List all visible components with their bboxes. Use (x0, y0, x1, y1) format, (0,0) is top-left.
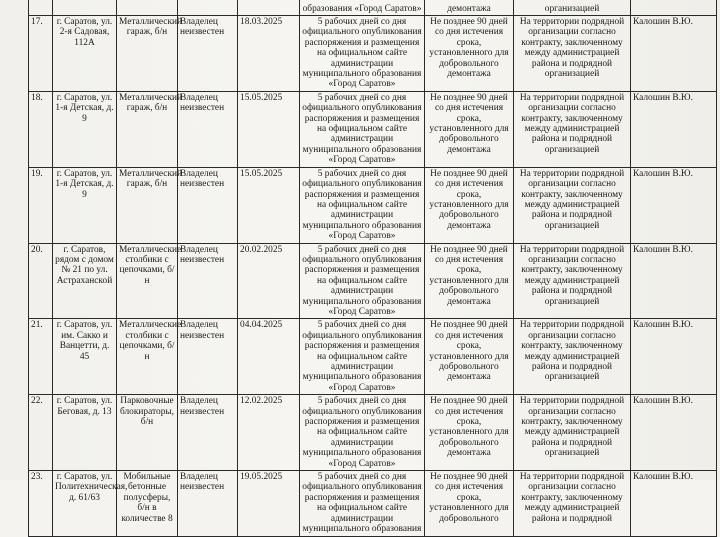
row-number-cell: 18. (29, 91, 53, 167)
deadline-cell: демонтажа (425, 0, 514, 16)
table-row (29, 395, 717, 471)
responsible-person-cell: Калошин В.Ю. (631, 91, 717, 167)
object-cell: Металлический гараж, б/н (117, 16, 178, 92)
object-cell: Металлические столбики с цепочками, б/н (117, 319, 178, 395)
forced-deadline-cell: Не позднее 90 дней со дня истечения срока, установленного для добровольного (425, 471, 514, 536)
date-cell: 12.02.2025 (238, 395, 300, 471)
object-cell: Мобильные бетонные полусферы, б/н в количестве 8 (117, 471, 178, 536)
responsible-person-cell: Калошин В.Ю. (631, 16, 717, 92)
table-row (29, 243, 717, 319)
table-row (29, 319, 717, 395)
date-cell: 15.05.2025 (238, 91, 300, 167)
address-cell: г. Саратов, рядом с домом № 21 по ул. Астраханской (53, 243, 117, 319)
table-row (29, 167, 717, 243)
date-cell: 15.05.2025 (238, 167, 300, 243)
voluntary-term-cell: 5 рабочих дней со дня официального опубликования распоряжения и размещения на официальном сайте администрации муниципального образования «Город Саратов» (300, 395, 425, 471)
object-cell: Металлический гараж, б/н (117, 167, 178, 243)
table-row (29, 91, 717, 167)
responsible-person-cell: Калошин В.Ю. (631, 243, 717, 319)
storage-place-cell: На территории подрядной организации согласно контракту, заключенному между администрацией района и подрядной организацией (514, 395, 631, 471)
object-cell: Металлические столбики с цепочками, б/н (117, 243, 178, 319)
storage-place-cell: На территории подрядной организации согласно контракту, заключенному между администрацией района и подрядной организацией (514, 91, 631, 167)
forced-deadline-cell: Не позднее 90 дней со дня истечения срока, установленного для добровольного демонтажа (425, 16, 514, 92)
owner-cell: Владелец неизвестен (178, 16, 238, 92)
owner-cell: Владелец неизвестен (178, 395, 238, 471)
term-cell: образования «Город Саратов» (300, 0, 425, 16)
table-row-continued (29, 0, 717, 16)
date-cell: 19.05.2025 (238, 471, 300, 536)
date-cell: 20.02.2025 (238, 243, 300, 319)
date-cell: 04.04.2025 (238, 319, 300, 395)
table-row (29, 471, 717, 536)
address-cell: г. Саратов, ул. Политехническая, д. 61/63 (53, 471, 117, 536)
row-number-cell: 22. (29, 395, 53, 471)
responsible-person-cell: Калошин В.Ю. (631, 471, 717, 536)
owner-cell: Владелец неизвестен (178, 319, 238, 395)
date-cell: 18.03.2025 (238, 16, 300, 92)
responsible-person-cell: Калошин В.Ю. (631, 395, 717, 471)
voluntary-term-cell: 5 рабочих дней со дня официального опубликования распоряжения и размещения на официальном сайте администрации муниципального образования «Город Саратов» (300, 16, 425, 92)
storage-place-cell: На территории подрядной организации согласно контракту, заключенному между администрацией района и подрядной организацией (514, 319, 631, 395)
owner-cell: Владелец неизвестен (178, 471, 238, 536)
row-number-cell: 17. (29, 16, 53, 92)
responsible-person-cell: Калошин В.Ю. (631, 167, 717, 243)
forced-deadline-cell: Не позднее 90 дней со дня истечения срока, установленного для добровольного демонтажа (425, 395, 514, 471)
address-cell: г. Саратов, ул. им. Сакко и Ванцетти, д. 45 (53, 319, 117, 395)
storage-place-cell: На территории подрядной организации согласно контракту, заключенному между администрацией района и подрядной организацией (514, 167, 631, 243)
storage-place-cell: На территории подрядной организации согласно контракту, заключенному между администрацией района и подрядной организацией (514, 243, 631, 319)
storage-place-cell: На территории подрядной организации согласно контракту, заключенному между администрацией района и подрядной (514, 471, 631, 536)
owner-cell: Владелец неизвестен (178, 167, 238, 243)
forced-deadline-cell: Не позднее 90 дней со дня истечения срока, установленного для добровольного демонтажа (425, 319, 514, 395)
dismantling-register-table (28, 0, 717, 537)
address-cell: г. Саратов, ул. 1-я Детская, д. 9 (53, 91, 117, 167)
row-number-cell: 19. (29, 167, 53, 243)
table-row (29, 16, 717, 92)
row-number-cell: 23. (29, 471, 53, 536)
address-cell: г. Саратов, ул. 1-я Детская, д. 9 (53, 167, 117, 243)
forced-deadline-cell: Не позднее 90 дней со дня истечения срока, установленного для добровольного демонтажа (425, 243, 514, 319)
voluntary-term-cell: 5 рабочих дней со дня официального опубликования распоряжения и размещения на официальном сайте администрации муниципального образования «Город Саратов» (300, 243, 425, 319)
row-number-cell: 21. (29, 319, 53, 395)
voluntary-term-cell: 5 рабочих дней со дня официального опубликования распоряжения и размещения на официальном сайте администрации муниципального образования «Город Саратов» (300, 91, 425, 167)
address-cell: г. Саратов, ул. 2-я Садовая, 112А (53, 16, 117, 92)
storage-place-cell: На территории подрядной организации согласно контракту, заключенному между администрацией района и подрядной организацией (514, 16, 631, 92)
row-number-cell: 20. (29, 243, 53, 319)
responsible-person-cell: Калошин В.Ю. (631, 319, 717, 395)
address-cell: г. Саратов, ул. Беговая, д. 13 (53, 395, 117, 471)
voluntary-term-cell: 5 рабочих дней со дня официального опубликования распоряжения и размещения на официальном сайте администрации муниципального образования «Город Саратов» (300, 319, 425, 395)
place-cell: организацией (514, 0, 631, 16)
owner-cell: Владелец неизвестен (178, 91, 238, 167)
owner-cell: Владелец неизвестен (178, 243, 238, 319)
forced-deadline-cell: Не позднее 90 дней со дня истечения срока, установленного для добровольного демонтажа (425, 167, 514, 243)
object-cell: Металлический гараж, б/н (117, 91, 178, 167)
forced-deadline-cell: Не позднее 90 дней со дня истечения срока, установленного для добровольного демонтажа (425, 91, 514, 167)
object-cell: Парковочные блокираторы, б/н (117, 395, 178, 471)
voluntary-term-cell: 5 рабочих дней со дня официального опубликования распоряжения и размещения на официальном сайте администрации муниципального образования «Город Саратов» (300, 167, 425, 243)
voluntary-term-cell: 5 рабочих дней со дня официального опубликования распоряжения и размещения на официальном сайте администрации муниципального образования (300, 471, 425, 536)
